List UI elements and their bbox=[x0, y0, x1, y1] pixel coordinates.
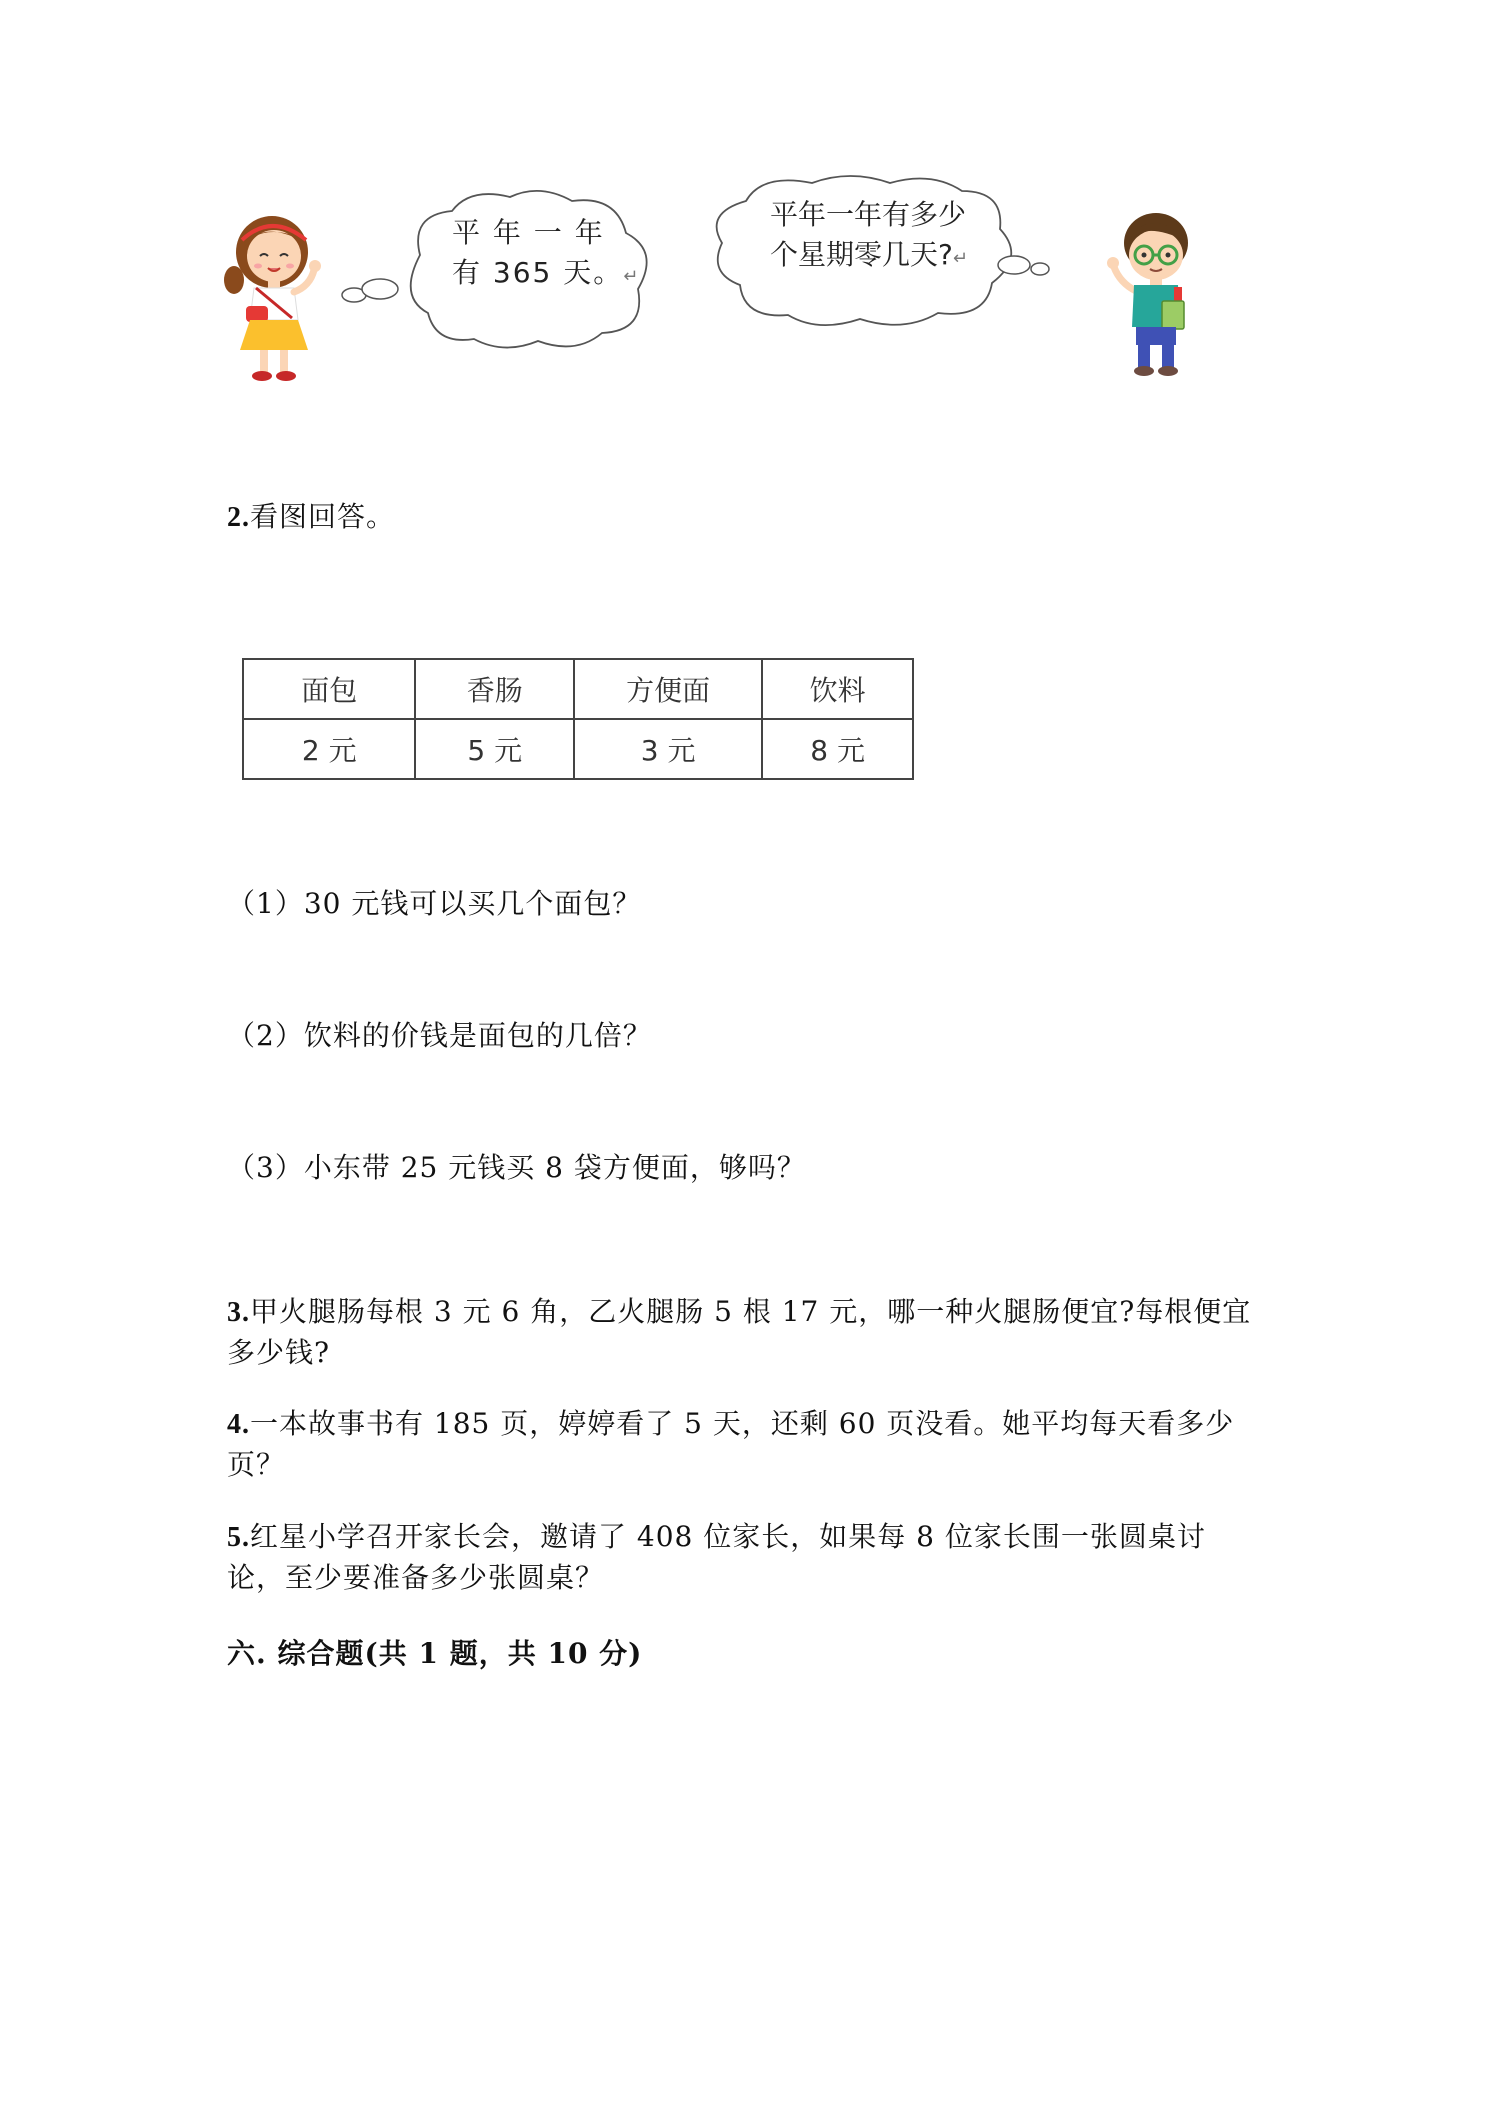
table-header-cell: 面包 bbox=[243, 659, 415, 719]
return-mark-icon: ↵ bbox=[623, 266, 641, 287]
table-header-cell: 香肠 bbox=[415, 659, 574, 719]
table-cell: 8 元 bbox=[762, 719, 913, 779]
table-header-row bbox=[243, 659, 913, 719]
question-text-continued: 多少钱? bbox=[227, 1336, 331, 1369]
table-cell: 3 元 bbox=[574, 719, 762, 779]
table-cell: 2 元 bbox=[243, 719, 415, 779]
question-number: 2. bbox=[227, 502, 250, 533]
question-text: 甲火腿肠每根 3 元 6 角，乙火腿肠 5 根 17 元，哪一种火腿肠便宜?每根便宜 bbox=[250, 1295, 1252, 1328]
boy-bubble-line1: 平年一年有多少 bbox=[770, 198, 967, 231]
question-5 bbox=[227, 1517, 1307, 1598]
table-header-cell: 方便面 bbox=[574, 659, 762, 719]
sub-question-2: （2）饮料的价钱是面包的几倍？ bbox=[227, 1019, 652, 1052]
table-cell: 5 元 bbox=[415, 719, 574, 779]
question-3 bbox=[227, 1292, 1307, 1373]
question-number: 5. bbox=[227, 1522, 250, 1553]
price-table bbox=[242, 658, 914, 780]
sub-question-3: （3）小东带 25 元钱买 8 袋方便面，够吗？ bbox=[227, 1151, 806, 1184]
question-number: 3. bbox=[227, 1297, 250, 1328]
illustration bbox=[220, 185, 1260, 395]
section-6-title: 六. 综合题(共 1 题，共 10 分) bbox=[227, 1637, 643, 1670]
question-text-continued: 页？ bbox=[227, 1448, 286, 1481]
question-text: 一本故事书有 185 页，婷婷看了 5 天，还剩 60 页没看。她平均每天看多少 bbox=[250, 1407, 1235, 1440]
question-2 bbox=[227, 497, 395, 538]
question-4 bbox=[227, 1404, 1307, 1485]
return-mark-icon: ↵ bbox=[952, 248, 968, 269]
question-number: 4. bbox=[227, 1409, 250, 1440]
girl-bubble-line1: 平 年 一 年 bbox=[452, 216, 605, 249]
question-text: 看图回答。 bbox=[250, 500, 396, 533]
boy-bubble-line2: 个星期零几天? bbox=[770, 238, 953, 271]
sub-question-1: （1）30 元钱可以买几个面包？ bbox=[227, 887, 642, 920]
table-row bbox=[243, 719, 913, 779]
boy-figure bbox=[1100, 205, 1210, 385]
girl-bubble-line2: 有 365 天。 bbox=[452, 256, 624, 289]
question-text: 红星小学召开家长会，邀请了 408 位家长，如果每 8 位家长围一张圆桌讨 bbox=[250, 1520, 1206, 1553]
girl-figure bbox=[220, 210, 330, 390]
question-text-continued: 论，至少要准备多少张圆桌？ bbox=[227, 1561, 605, 1594]
table-header-cell: 饮料 bbox=[762, 659, 913, 719]
